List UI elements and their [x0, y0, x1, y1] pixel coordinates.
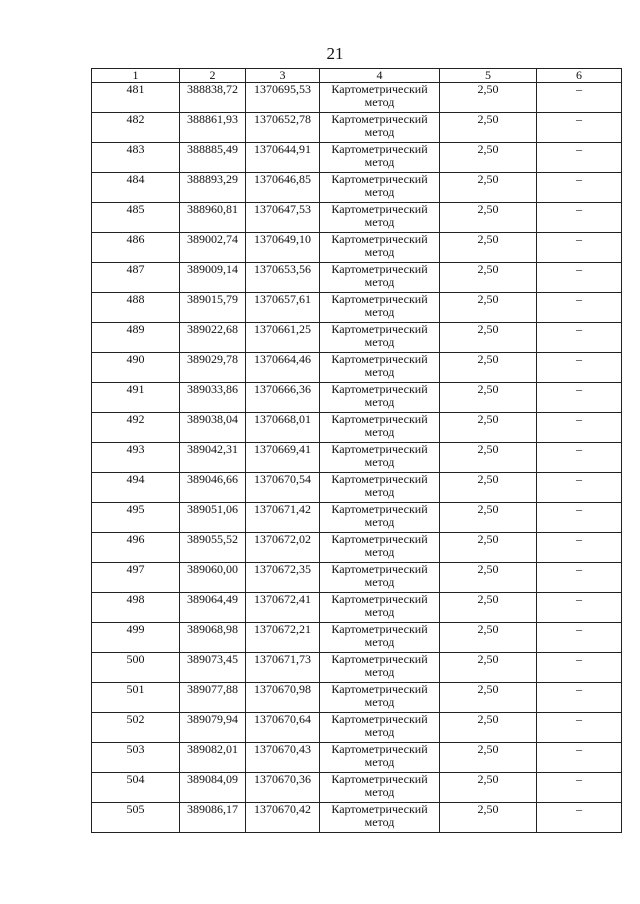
- note-cell: –: [537, 653, 622, 683]
- note-cell: –: [537, 113, 622, 143]
- x-coordinate-cell: 389002,74: [180, 233, 246, 263]
- table-row: [92, 743, 622, 773]
- precision-cell: 2,50: [440, 203, 537, 233]
- x-coordinate-cell: 389086,17: [180, 803, 246, 833]
- method-cell: Картометрический метод: [320, 503, 440, 533]
- table-row: [92, 443, 622, 473]
- y-coordinate-cell: 1370664,46: [246, 353, 320, 383]
- header-col-6: 6: [537, 69, 622, 83]
- point-number-cell: 505: [92, 803, 180, 833]
- y-coordinate-cell: 1370669,41: [246, 443, 320, 473]
- precision-cell: 2,50: [440, 383, 537, 413]
- table-row: [92, 803, 622, 833]
- note-cell: –: [537, 383, 622, 413]
- table-row: [92, 203, 622, 233]
- method-cell: Картометрический метод: [320, 353, 440, 383]
- note-cell: –: [537, 413, 622, 443]
- point-number-cell: 484: [92, 173, 180, 203]
- point-number-cell: 499: [92, 623, 180, 653]
- method-cell: Картометрический метод: [320, 653, 440, 683]
- method-cell: Картометрический метод: [320, 173, 440, 203]
- x-coordinate-cell: 389015,79: [180, 293, 246, 323]
- precision-cell: 2,50: [440, 683, 537, 713]
- point-number-cell: 493: [92, 443, 180, 473]
- precision-cell: 2,50: [440, 473, 537, 503]
- header-col-4: 4: [320, 69, 440, 83]
- y-coordinate-cell: 1370672,41: [246, 593, 320, 623]
- method-cell: Картометрический метод: [320, 533, 440, 563]
- method-cell: Картометрический метод: [320, 203, 440, 233]
- precision-cell: 2,50: [440, 443, 537, 473]
- x-coordinate-cell: 389046,66: [180, 473, 246, 503]
- x-coordinate-cell: 389068,98: [180, 623, 246, 653]
- point-number-cell: 502: [92, 713, 180, 743]
- method-cell: Картометрический метод: [320, 743, 440, 773]
- point-number-cell: 491: [92, 383, 180, 413]
- x-coordinate-cell: 389073,45: [180, 653, 246, 683]
- x-coordinate-cell: 388885,49: [180, 143, 246, 173]
- table-row: [92, 233, 622, 263]
- x-coordinate-cell: 389055,52: [180, 533, 246, 563]
- precision-cell: 2,50: [440, 623, 537, 653]
- method-cell: Картометрический метод: [320, 803, 440, 833]
- method-cell: Картометрический метод: [320, 263, 440, 293]
- point-number-cell: 504: [92, 773, 180, 803]
- method-cell: Картометрический метод: [320, 773, 440, 803]
- note-cell: –: [537, 803, 622, 833]
- x-coordinate-cell: 389051,06: [180, 503, 246, 533]
- note-cell: –: [537, 173, 622, 203]
- note-cell: –: [537, 623, 622, 653]
- note-cell: –: [537, 713, 622, 743]
- note-cell: –: [537, 233, 622, 263]
- y-coordinate-cell: 1370670,64: [246, 713, 320, 743]
- table-row: [92, 563, 622, 593]
- x-coordinate-cell: 389022,68: [180, 323, 246, 353]
- x-coordinate-cell: 388893,29: [180, 173, 246, 203]
- table-row: [92, 413, 622, 443]
- header-col-5: 5: [440, 69, 537, 83]
- method-cell: Картометрический метод: [320, 83, 440, 113]
- y-coordinate-cell: 1370649,10: [246, 233, 320, 263]
- point-number-cell: 495: [92, 503, 180, 533]
- note-cell: –: [537, 83, 622, 113]
- x-coordinate-cell: 389060,00: [180, 563, 246, 593]
- precision-cell: 2,50: [440, 413, 537, 443]
- precision-cell: 2,50: [440, 653, 537, 683]
- point-number-cell: 497: [92, 563, 180, 593]
- y-coordinate-cell: 1370672,35: [246, 563, 320, 593]
- point-number-cell: 500: [92, 653, 180, 683]
- point-number-cell: 481: [92, 83, 180, 113]
- x-coordinate-cell: 389033,86: [180, 383, 246, 413]
- x-coordinate-cell: 389029,78: [180, 353, 246, 383]
- x-coordinate-cell: 389009,14: [180, 263, 246, 293]
- y-coordinate-cell: 1370672,21: [246, 623, 320, 653]
- y-coordinate-cell: 1370671,42: [246, 503, 320, 533]
- note-cell: –: [537, 533, 622, 563]
- note-cell: –: [537, 143, 622, 173]
- point-number-cell: 486: [92, 233, 180, 263]
- coordinates-table: [91, 68, 622, 833]
- precision-cell: 2,50: [440, 353, 537, 383]
- x-coordinate-cell: 388960,81: [180, 203, 246, 233]
- table-row: [92, 503, 622, 533]
- point-number-cell: 496: [92, 533, 180, 563]
- note-cell: –: [537, 503, 622, 533]
- point-number-cell: 492: [92, 413, 180, 443]
- precision-cell: 2,50: [440, 83, 537, 113]
- note-cell: –: [537, 773, 622, 803]
- y-coordinate-cell: 1370657,61: [246, 293, 320, 323]
- note-cell: –: [537, 563, 622, 593]
- precision-cell: 2,50: [440, 233, 537, 263]
- table-header: [92, 69, 622, 83]
- precision-cell: 2,50: [440, 143, 537, 173]
- note-cell: –: [537, 443, 622, 473]
- page-number: 21: [326, 44, 344, 63]
- y-coordinate-cell: 1370666,36: [246, 383, 320, 413]
- point-number-cell: 483: [92, 143, 180, 173]
- method-cell: Картометрический метод: [320, 563, 440, 593]
- x-coordinate-cell: 388838,72: [180, 83, 246, 113]
- point-number-cell: 498: [92, 593, 180, 623]
- precision-cell: 2,50: [440, 713, 537, 743]
- table-row: [92, 773, 622, 803]
- x-coordinate-cell: 389084,09: [180, 773, 246, 803]
- method-cell: Картометрический метод: [320, 233, 440, 263]
- table-row: [92, 683, 622, 713]
- precision-cell: 2,50: [440, 563, 537, 593]
- table-row: [92, 353, 622, 383]
- note-cell: –: [537, 323, 622, 353]
- note-cell: –: [537, 203, 622, 233]
- method-cell: Картометрический метод: [320, 443, 440, 473]
- y-coordinate-cell: 1370652,78: [246, 113, 320, 143]
- precision-cell: 2,50: [440, 743, 537, 773]
- method-cell: Картометрический метод: [320, 623, 440, 653]
- x-coordinate-cell: 389082,01: [180, 743, 246, 773]
- y-coordinate-cell: 1370668,01: [246, 413, 320, 443]
- precision-cell: 2,50: [440, 293, 537, 323]
- method-cell: Картометрический метод: [320, 713, 440, 743]
- y-coordinate-cell: 1370644,91: [246, 143, 320, 173]
- table-row: [92, 323, 622, 353]
- table-row: [92, 623, 622, 653]
- method-cell: Картометрический метод: [320, 683, 440, 713]
- note-cell: –: [537, 293, 622, 323]
- method-cell: Картометрический метод: [320, 593, 440, 623]
- table-row: [92, 713, 622, 743]
- precision-cell: 2,50: [440, 593, 537, 623]
- x-coordinate-cell: 389038,04: [180, 413, 246, 443]
- point-number-cell: 485: [92, 203, 180, 233]
- y-coordinate-cell: 1370670,42: [246, 803, 320, 833]
- y-coordinate-cell: 1370695,53: [246, 83, 320, 113]
- point-number-cell: 489: [92, 323, 180, 353]
- point-number-cell: 488: [92, 293, 180, 323]
- x-coordinate-cell: 388861,93: [180, 113, 246, 143]
- y-coordinate-cell: 1370653,56: [246, 263, 320, 293]
- x-coordinate-cell: 389064,49: [180, 593, 246, 623]
- note-cell: –: [537, 743, 622, 773]
- method-cell: Картометрический метод: [320, 113, 440, 143]
- table-row: [92, 113, 622, 143]
- table-row: [92, 293, 622, 323]
- table-row: [92, 593, 622, 623]
- table-row: [92, 383, 622, 413]
- note-cell: –: [537, 473, 622, 503]
- precision-cell: 2,50: [440, 803, 537, 833]
- header-row: [92, 69, 622, 83]
- note-cell: –: [537, 593, 622, 623]
- table-row: [92, 653, 622, 683]
- method-cell: Картометрический метод: [320, 413, 440, 443]
- table-row: [92, 83, 622, 113]
- y-coordinate-cell: 1370670,43: [246, 743, 320, 773]
- header-col-3: 3: [246, 69, 320, 83]
- header-col-1: 1: [92, 69, 180, 83]
- note-cell: –: [537, 263, 622, 293]
- precision-cell: 2,50: [440, 263, 537, 293]
- point-number-cell: 482: [92, 113, 180, 143]
- precision-cell: 2,50: [440, 323, 537, 353]
- note-cell: –: [537, 353, 622, 383]
- precision-cell: 2,50: [440, 113, 537, 143]
- y-coordinate-cell: 1370670,54: [246, 473, 320, 503]
- point-number-cell: 487: [92, 263, 180, 293]
- precision-cell: 2,50: [440, 773, 537, 803]
- note-cell: –: [537, 683, 622, 713]
- table-row: [92, 263, 622, 293]
- x-coordinate-cell: 389042,31: [180, 443, 246, 473]
- point-number-cell: 503: [92, 743, 180, 773]
- y-coordinate-cell: 1370672,02: [246, 533, 320, 563]
- header-col-2: 2: [180, 69, 246, 83]
- method-cell: Картометрический метод: [320, 143, 440, 173]
- method-cell: Картометрический метод: [320, 293, 440, 323]
- y-coordinate-cell: 1370646,85: [246, 173, 320, 203]
- table-row: [92, 173, 622, 203]
- y-coordinate-cell: 1370661,25: [246, 323, 320, 353]
- x-coordinate-cell: 389079,94: [180, 713, 246, 743]
- table-row: [92, 143, 622, 173]
- y-coordinate-cell: 1370647,53: [246, 203, 320, 233]
- method-cell: Картометрический метод: [320, 323, 440, 353]
- method-cell: Картометрический метод: [320, 473, 440, 503]
- table-row: [92, 473, 622, 503]
- point-number-cell: 501: [92, 683, 180, 713]
- point-number-cell: 490: [92, 353, 180, 383]
- table-body: [92, 83, 622, 833]
- point-number-cell: 494: [92, 473, 180, 503]
- y-coordinate-cell: 1370670,36: [246, 773, 320, 803]
- x-coordinate-cell: 389077,88: [180, 683, 246, 713]
- y-coordinate-cell: 1370671,73: [246, 653, 320, 683]
- precision-cell: 2,50: [440, 173, 537, 203]
- y-coordinate-cell: 1370670,98: [246, 683, 320, 713]
- precision-cell: 2,50: [440, 503, 537, 533]
- method-cell: Картометрический метод: [320, 383, 440, 413]
- precision-cell: 2,50: [440, 533, 537, 563]
- table-row: [92, 533, 622, 563]
